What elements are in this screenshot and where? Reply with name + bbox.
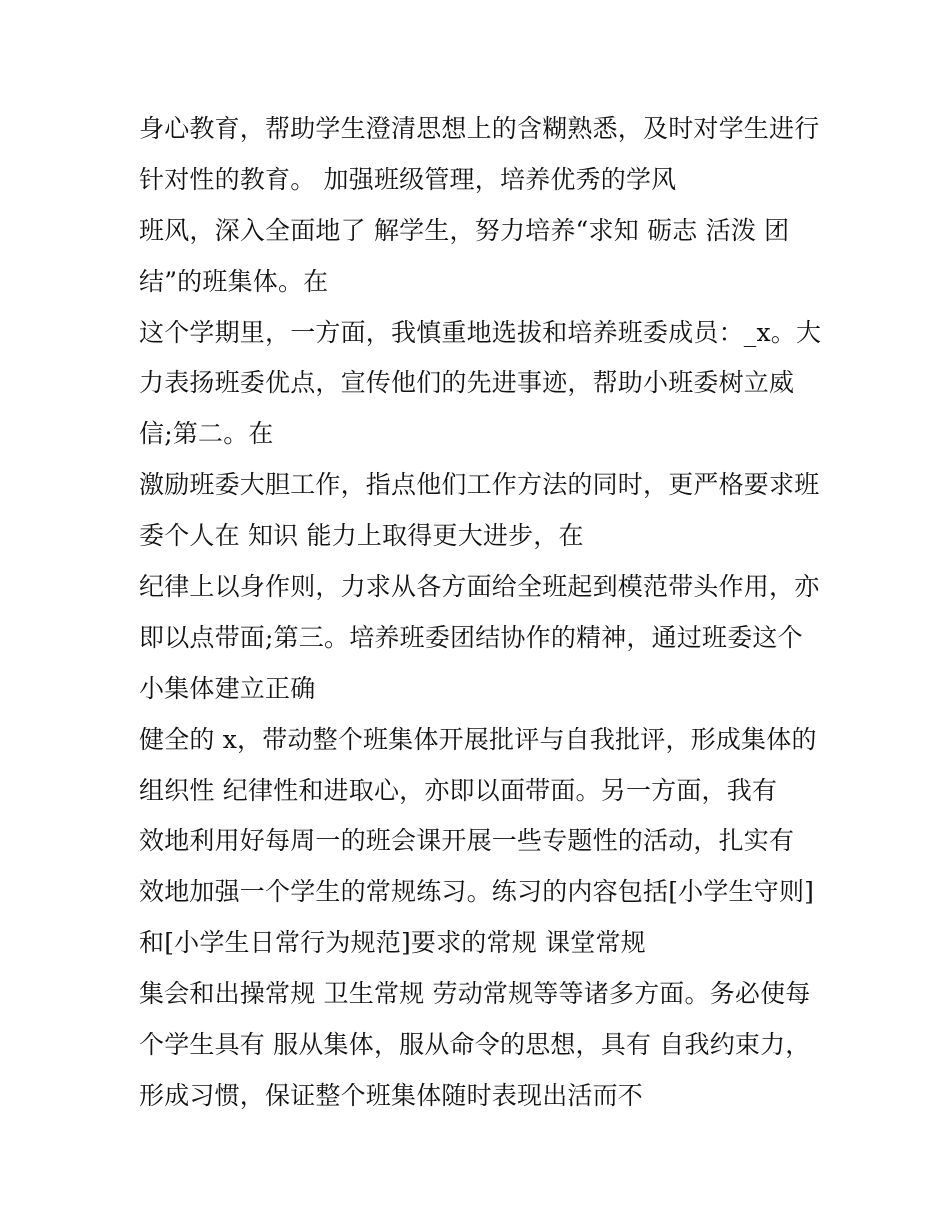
text-line: 委个人在 知识 能力上取得更大进步，在 <box>139 521 584 551</box>
text-line: 力表扬班委优点，宣传他们的先进事迹，帮助小班委树立威 <box>139 368 795 398</box>
text-line: 结”的班集体。在 <box>139 266 329 296</box>
text-line: 纪律上以身作则，力求从各方面给全班起到模范带头作用，亦 <box>139 572 820 602</box>
text-line: 健全的 x，带动整个班集体开展批评与自我批评，形成集体的 <box>139 724 817 754</box>
text-line: 激励班委大胆工作，指点他们工作方法的同时，更严格要求班 <box>139 470 820 500</box>
text-line: 身心教育，帮助学生澄清思想上的含糊熟悉，及时对学生进行 <box>139 114 820 143</box>
text-line: 和[小学生日常行为规范]要求的常规 课堂常规 <box>139 928 646 958</box>
text-line: 集会和出操常规 卫生常规 劳动常规等等诸多方面。务必使每 <box>139 979 811 1009</box>
body-text <box>139 104 839 1122</box>
text-line: 针对性的教育。 加强班级管理，培养优秀的学风 <box>139 164 677 194</box>
text-line: 小集体建立正确 <box>139 673 316 703</box>
text-line: 这个学期里，一方面，我慎重地选拔和培养班委成员：_x。大 <box>139 317 822 347</box>
text-line: 组织性 纪律性和进取心，亦即以面带面。另一方面，我有 <box>139 775 778 805</box>
text-line: 个学生具有 服从集体，服从命令的思想，具有 自我约束力， <box>139 1030 811 1060</box>
text-line: 形成习惯，保证整个班集体随时表现出活而不 <box>139 1080 644 1110</box>
text-line: 信;第二。在 <box>139 419 274 449</box>
text-line: 即以点带面;第三。培养班委团结协作的精神，通过班委这个 <box>139 622 803 652</box>
text-line: 班风，深入全面地了 解学生，努力培养“求知 砺志 活泼 团 <box>139 215 790 245</box>
text-line: 效地利用好每周一的班会课开展一些专题性的活动，扎实有 <box>139 826 795 856</box>
text-line: 效地加强一个学生的常规练习。练习的内容包括[小学生守则] <box>139 877 815 907</box>
